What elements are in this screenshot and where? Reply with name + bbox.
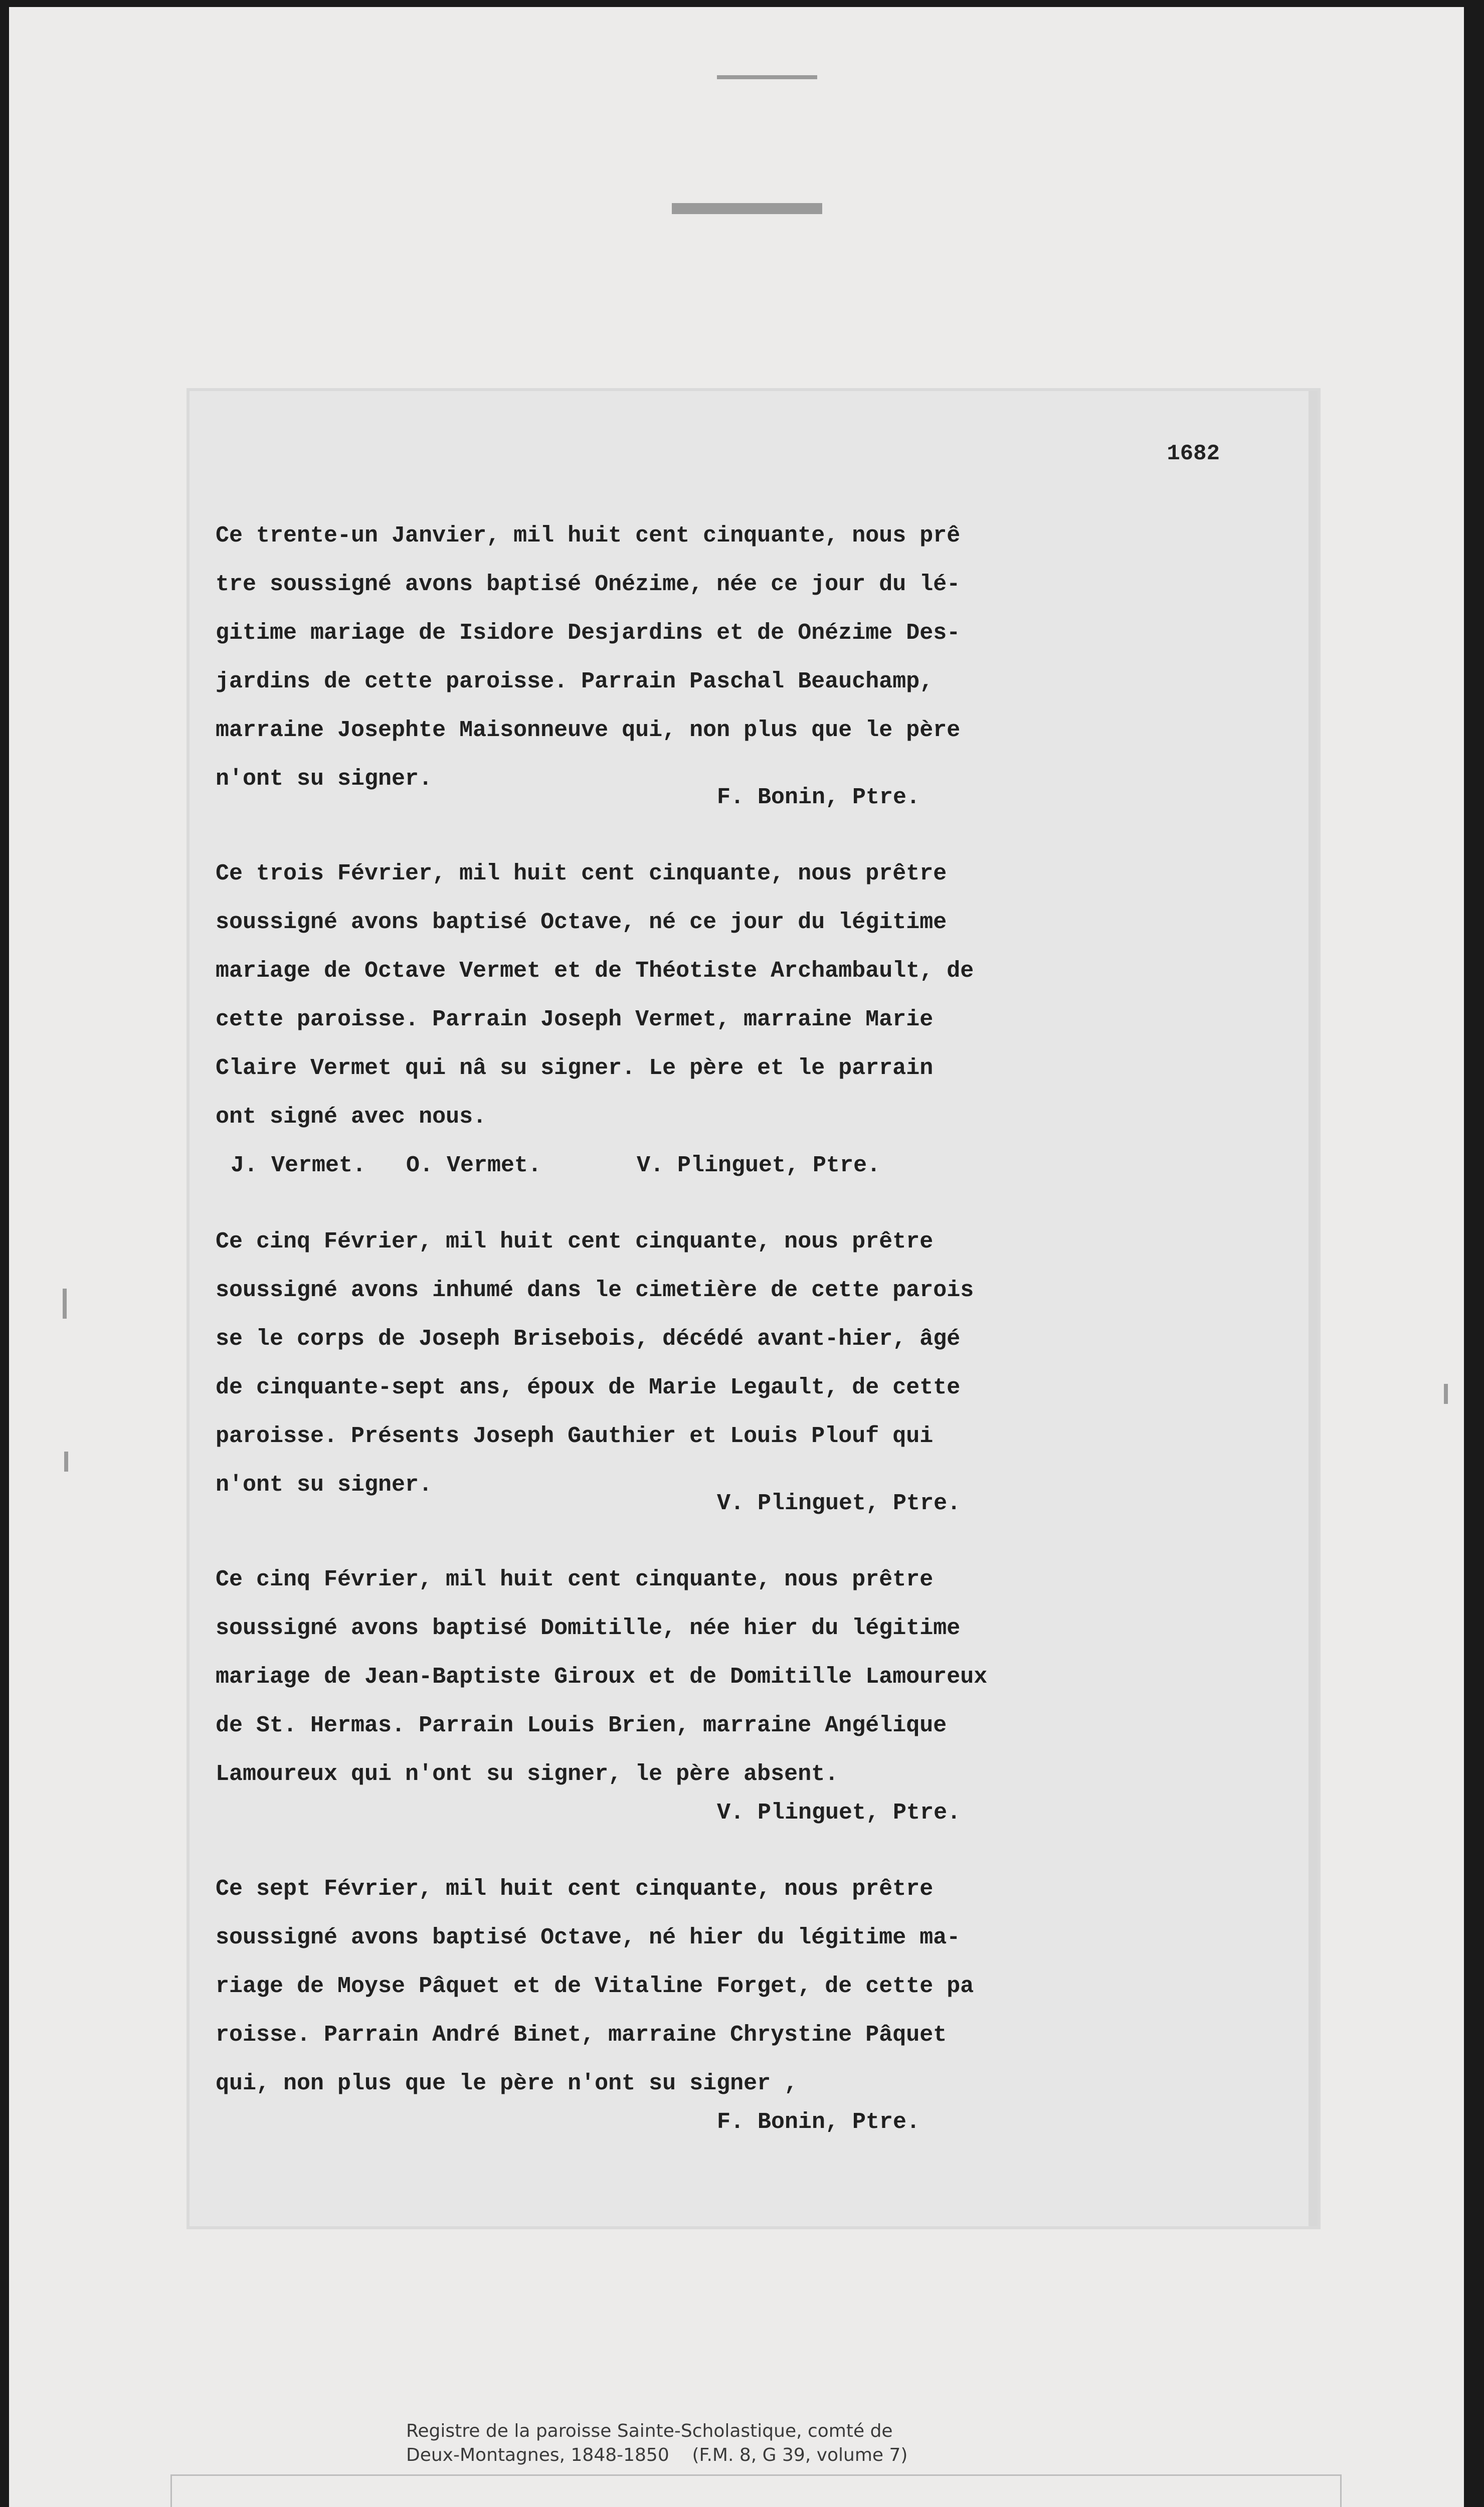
entry-line: Claire Vermet qui nâ su signer. Le père et le parrain [216, 1055, 934, 1081]
entry-line: mariage de Octave Vermet et de Théotiste Archambault, de [216, 958, 974, 984]
entry-line: cette paroisse. Parrain Joseph Vermet, marraine Marie [216, 1007, 934, 1032]
entry-line: marraine Josephte Maisonneuve qui, non plus que le père [216, 718, 961, 743]
entry-line: Ce trente-un Janvier, mil huit cent cinquante, nous prê [216, 523, 961, 549]
scan-mark [63, 1289, 67, 1319]
register-entry [216, 849, 1228, 1190]
father-signature: J. Vermet. [231, 1153, 366, 1178]
entry-line: paroisse. Présents Joseph Gauthier et Louis Plouf qui [216, 1423, 934, 1449]
entry-line: riage de Moyse Pâquet et de Vitaline Forget, de cette pa [216, 1974, 974, 1999]
entry-line: Ce cinq Février, mil huit cent cinquante, nous prêtre [216, 1567, 934, 1592]
register-entry [216, 1865, 1228, 2146]
entry-line: mariage de Jean-Baptiste Giroux et de Domitille Lamoureux [216, 1664, 988, 1690]
entry-line: se le corps de Joseph Brisebois, décédé avant-hier, âgé [216, 1326, 961, 1352]
register-entry [216, 511, 1228, 822]
priest-signature: V. Plinguet, Ptre. [637, 1153, 881, 1178]
entry-line: soussigné avons baptisé Domitille, née hier du légitime [216, 1616, 961, 1641]
entry-line: Ce sept Février, mil huit cent cinquante, nous prêtre [216, 1876, 934, 1902]
godfather-signature: O. Vermet. [406, 1153, 542, 1178]
priest-signature: V. Plinguet, Ptre. [717, 1491, 961, 1516]
entry-line: qui, non plus que le père n'ont su signer , [216, 2071, 798, 2096]
scan-mark [672, 203, 822, 214]
register-entry [216, 1217, 1228, 1528]
entry-line: soussigné avons baptisé Octave, né hier du légitime ma- [216, 1925, 961, 1950]
entry-line: Lamoureux qui n'ont su signer, le père absent. [216, 1761, 839, 1787]
entry-line: gitime mariage de Isidore Desjardins et de Onézime Des- [216, 620, 961, 646]
entry-line: jardins de cette paroisse. Parrain Paschal Beauchamp, [216, 669, 934, 694]
entry-line: n'ont su signer. [216, 1472, 433, 1498]
register-entries [216, 511, 1228, 2174]
priest-signature: F. Bonin, Ptre. [717, 2109, 920, 2135]
entry-line: Ce cinq Février, mil huit cent cinquante, nous prêtre [216, 1229, 934, 1255]
caption-line: Registre de la paroisse Sainte-Scholastique, comté de [406, 2421, 893, 2441]
entry-line: roisse. Parrain André Binet, marraine Chrystine Pâquet [216, 2022, 947, 2048]
entry-line: Ce trois Février, mil huit cent cinquante, nous prêtre [216, 861, 947, 886]
signatures-row [216, 1141, 1228, 1190]
page-number: 1682 [1167, 441, 1220, 466]
priest-signature: F. Bonin, Ptre. [717, 785, 920, 810]
entry-line: de St. Hermas. Parrain Louis Brien, marraine Angélique [216, 1713, 947, 1738]
entry-line: soussigné avons inhumé dans le cimetière de cette parois [216, 1278, 974, 1303]
entry-line: ont signé avec nous. [216, 1104, 487, 1130]
scan-mark [1444, 1384, 1448, 1404]
entry-line: soussigné avons baptisé Octave, né ce jour du légitime [216, 910, 947, 935]
caption-line: Deux-Montagnes, 1848-1850 (F.M. 8, G 39, volume 7) [406, 2445, 908, 2465]
entry-line: tre soussigné avons baptisé Onézime, née ce jour du lé- [216, 572, 961, 597]
priest-signature: V. Plinguet, Ptre. [717, 1800, 961, 1826]
entry-line: de cinquante-sept ans, époux de Marie Legault, de cette [216, 1375, 961, 1400]
register-entry [216, 1555, 1228, 1837]
archive-caption [406, 2419, 1108, 2467]
archive-stamp-box [170, 2474, 1342, 2507]
entry-line: n'ont su signer. [216, 766, 433, 792]
scan-mark [717, 75, 817, 79]
scan-mark [64, 1452, 68, 1472]
